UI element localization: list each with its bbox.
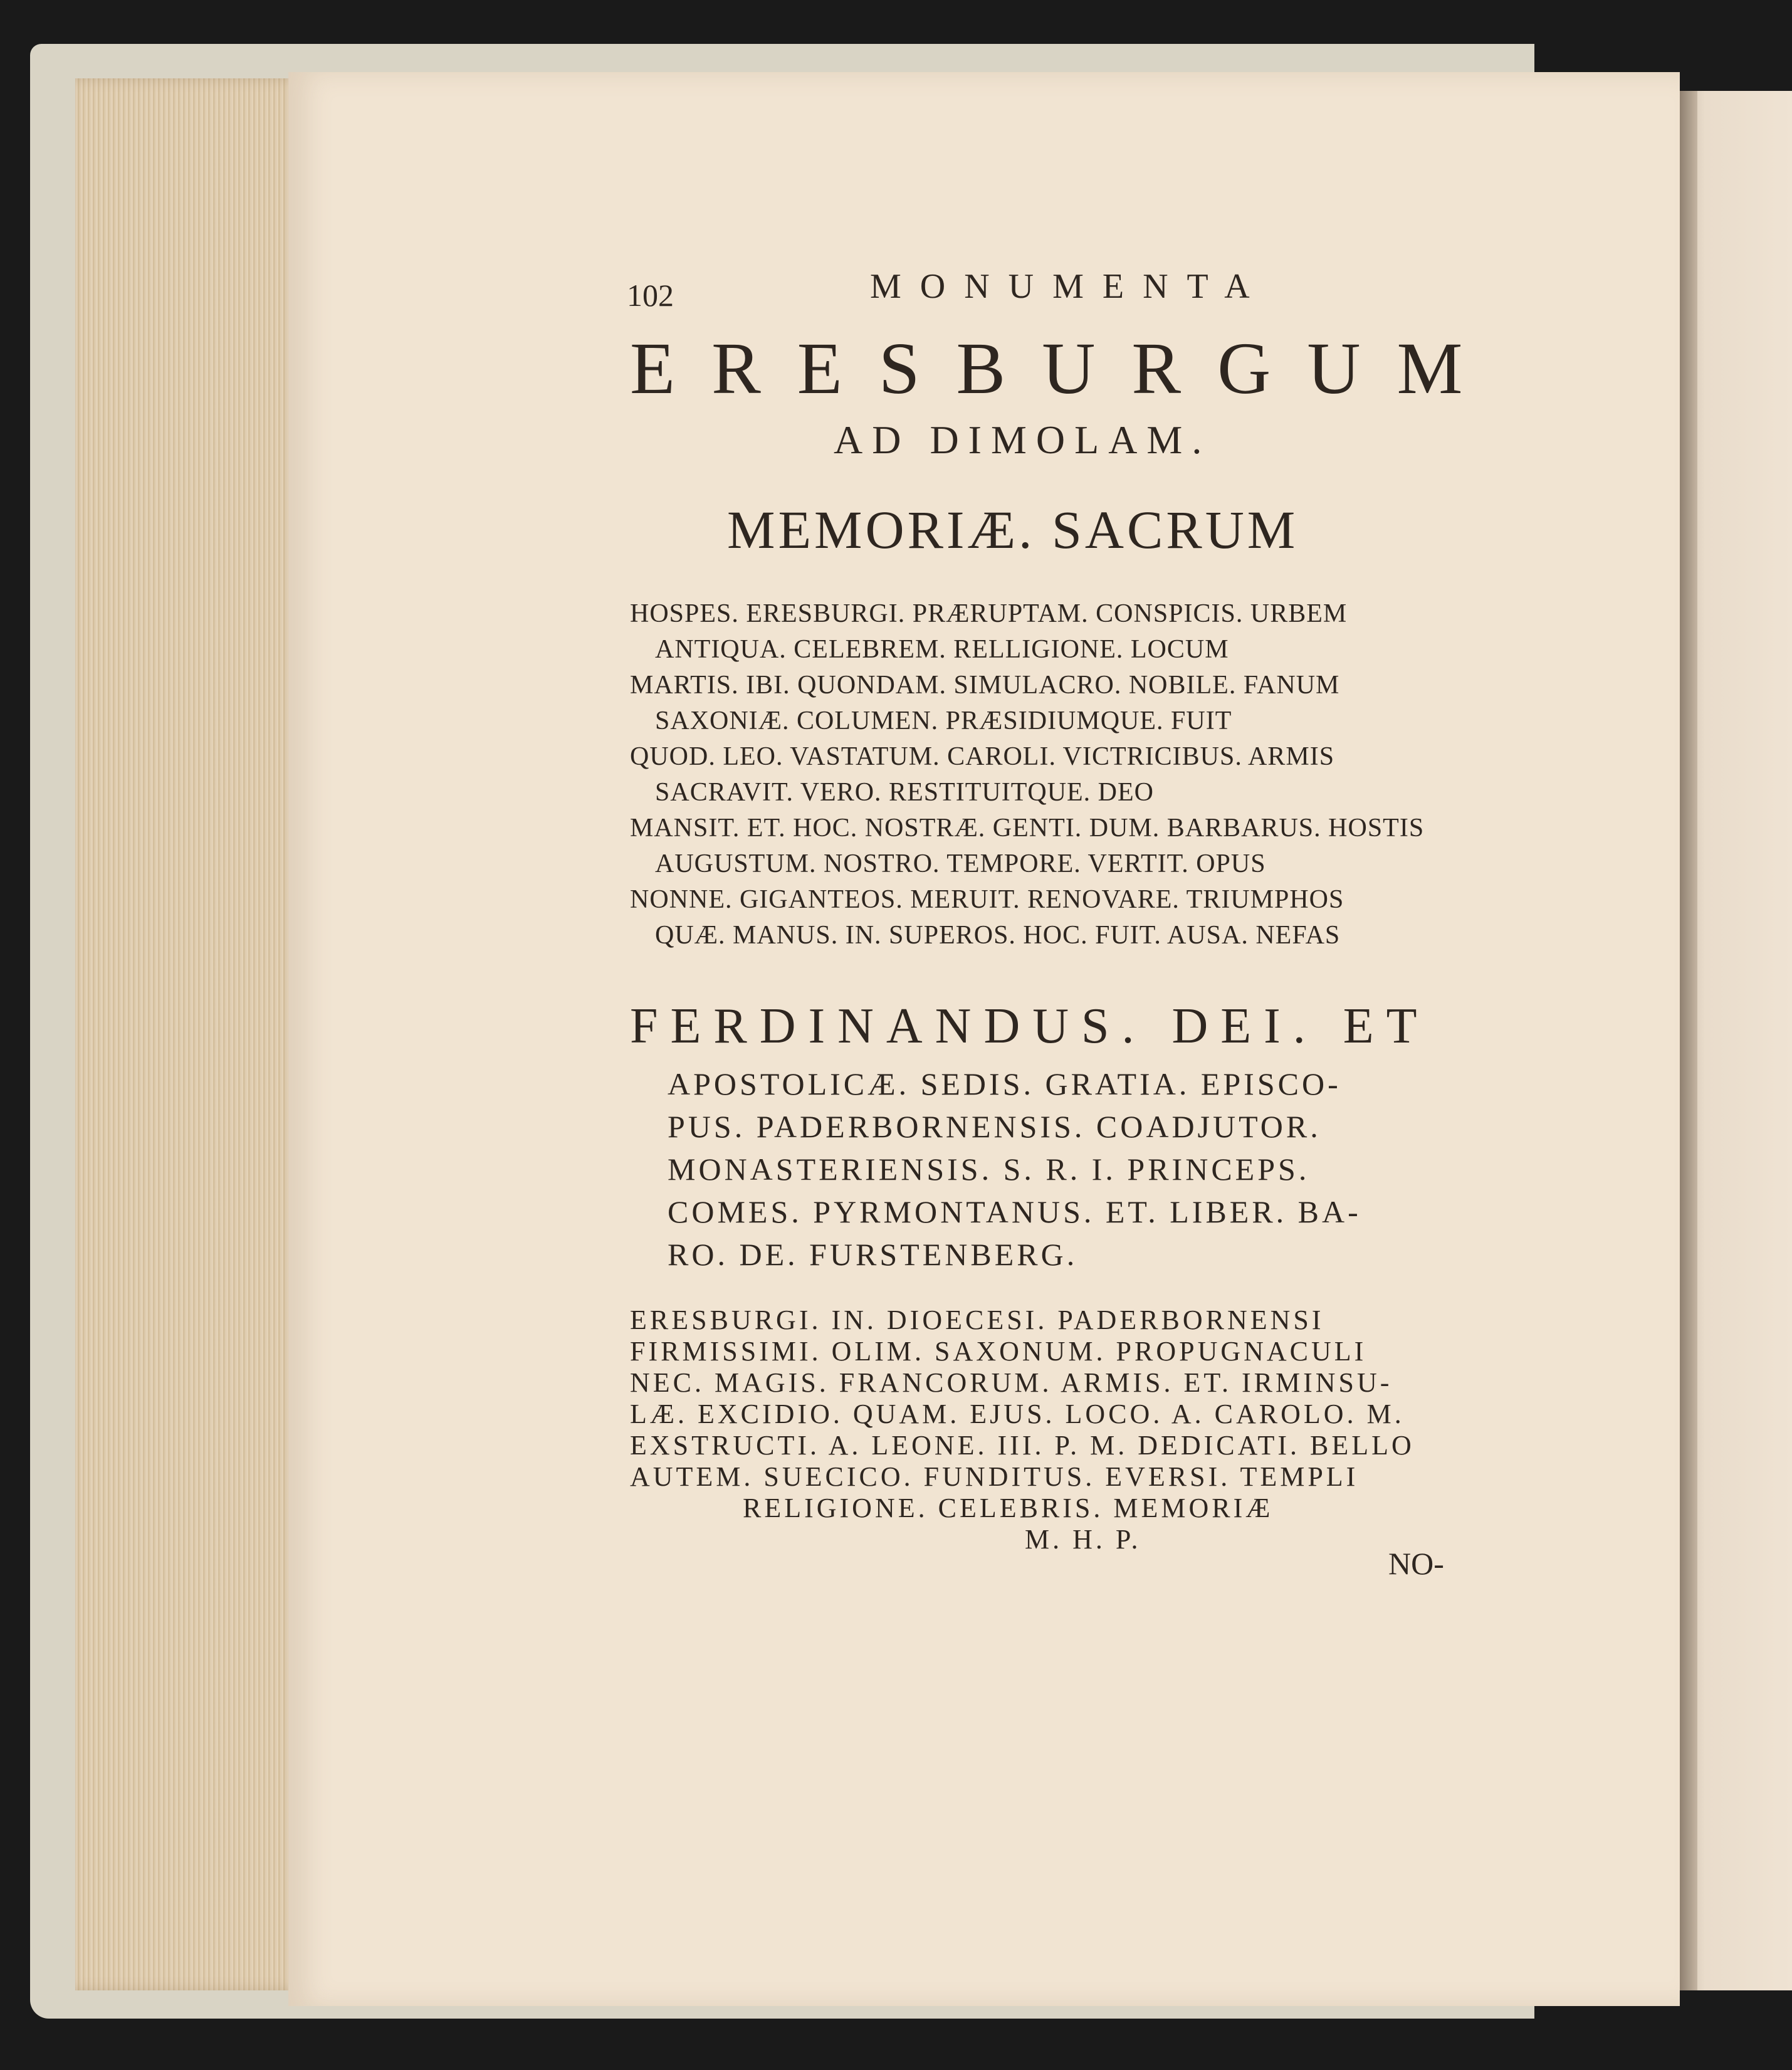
inscription-heading: MEMORIÆ. SACRUM <box>727 500 1299 560</box>
verse-line: QUOD. LEO. VASTATUM. CAROLI. VICTRICIBUS. ARMIS <box>630 742 1335 771</box>
verse-line: SACRAVIT. VERO. RESTITUITQUE. DEO <box>655 778 1154 807</box>
verse-line: HOSPES. ERESBURGI. PRÆRUPTAM. CONSPICIS. URBEM <box>630 599 1348 628</box>
author-name: FERDINANDUS. DEI. ET <box>630 999 1430 1054</box>
dedication-line: FIRMISSIMI. OLIM. SAXONUM. PROPUGNACULI <box>630 1336 1367 1367</box>
inscription-subtitle: AD DIMOLAM. <box>834 418 1212 462</box>
verse-line: AUGUSTUM. NOSTRO. TEMPORE. VERTIT. OPUS <box>655 849 1266 878</box>
verse-line: ANTIQUA. CELEBREM. RELLIGIONE. LOCUM <box>655 635 1229 664</box>
facing-page <box>1680 91 1792 1990</box>
author-title-line: RO. DE. FURSTENBERG. <box>668 1237 1078 1272</box>
author-title-line: COMES. PYRMONTANUS. ET. LIBER. BA- <box>668 1194 1361 1229</box>
dedication-line: AUTEM. SUECICO. FUNDITUS. EVERSI. TEMPLI <box>630 1461 1359 1492</box>
author-title-line: MONASTERIENSIS. S. R. I. PRINCEPS. <box>668 1152 1310 1187</box>
dedication-line: LÆ. EXCIDIO. QUAM. EJUS. LOCO. A. CAROLO. M. <box>630 1399 1405 1429</box>
inscription-title: ERESBURGUM <box>630 327 1499 409</box>
verse-line: QUÆ. MANUS. IN. SUPEROS. HOC. FUIT. AUSA. NEFAS <box>655 921 1341 950</box>
verse-line: MANSIT. ET. HOC. NOSTRÆ. GENTI. DUM. BARBARUS. HOSTIS <box>630 814 1425 843</box>
author-title-line: PUS. PADERBORNENSIS. COADJUTOR. <box>668 1109 1321 1144</box>
dedication-line: M. H. P. <box>1025 1524 1141 1555</box>
catchword: NO- <box>1388 1546 1444 1581</box>
dedication-line: NEC. MAGIS. FRANCORUM. ARMIS. ET. IRMINSU- <box>630 1367 1393 1398</box>
page-number: 102 <box>627 278 674 313</box>
dedication-line: ERESBURGI. IN. DIOECESI. PADERBORNENSI <box>630 1305 1324 1335</box>
verse-line: MARTIS. IBI. QUONDAM. SIMULACRO. NOBILE. FANUM <box>630 671 1340 700</box>
dedication-line: EXSTRUCTI. A. LEONE. III. P. M. DEDICATI. BELLO <box>630 1430 1415 1461</box>
gutter-fold <box>1680 91 1697 1990</box>
verse-line: SAXONIÆ. COLUMEN. PRÆSIDIUMQUE. FUIT <box>655 707 1232 735</box>
running-head: MONUMENTA <box>870 267 1269 306</box>
page-edges <box>75 78 301 1990</box>
dedication-line: RELIGIONE. CELEBRIS. MEMORIÆ <box>743 1493 1274 1523</box>
author-title-line: APOSTOLICÆ. SEDIS. GRATIA. EPISCO- <box>668 1066 1341 1101</box>
verse-line: NONNE. GIGANTEOS. MERUIT. RENOVARE. TRIUMPHOS <box>630 885 1344 914</box>
